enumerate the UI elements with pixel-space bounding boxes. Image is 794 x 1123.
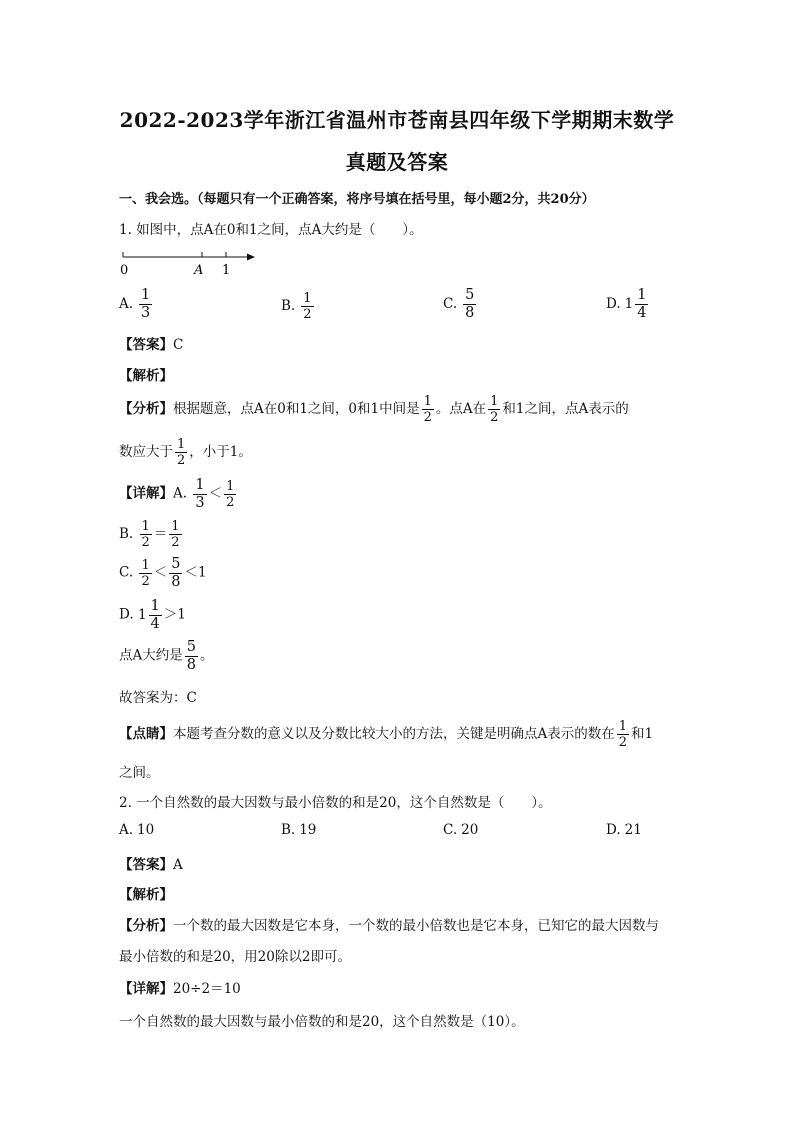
q1-option-b: B. $\frac{1}{2}$: [281, 291, 312, 322]
number-line-arrow: [247, 254, 255, 261]
q1-conclusion: 点A大约是 $\frac{5}{8}$ 。: [119, 639, 214, 673]
option-letter: A.: [119, 295, 134, 312]
q2-option-d: D. 21: [606, 822, 642, 838]
question-2-text: 2. 一个自然数的最大因数与最小倍数的和是20，这个自然数是（ ）。: [119, 795, 552, 811]
q2-answer: 【答案】A: [119, 857, 183, 873]
label-0: 0: [120, 263, 129, 278]
q2-option-c: C. 20: [443, 822, 479, 838]
q2-fenxi-line2: 最小倍数的和是20，用20除以2即可。: [119, 949, 351, 965]
q1-answer: 【答案】C: [119, 337, 184, 353]
number-line: [115, 244, 265, 280]
q1-detail-a: 【详解】A. $\frac{1}{3}$ ＜ $\frac{1}{2}$: [119, 477, 235, 511]
option-letter: B.: [281, 298, 296, 314]
section-heading: 一、我会选。（每题只有一个正确答案，将序号填在括号里，每小题2分，共20分）: [119, 192, 595, 207]
q1-fenxi-line1: 【分析】根据题意，点A在0和1之间，0和1中间是 $\frac{1}{2}$ 。点A在 $\frac{1}{2}$ 和1之间，点A表示的: [119, 394, 629, 425]
q1-dianjing-line1: 【点睛】本题考查分数的意义以及分数比较大小的方法，关键是明确点A表示的数在 $\frac{1}{2}$ 和1: [119, 719, 654, 750]
page-title-line2: 真题及答案: [345, 150, 449, 174]
question-1-text: 1. 如图中，点A在0和1之间，点A大约是（ ）。: [119, 222, 423, 238]
q2-option-a: A. 10: [119, 822, 155, 838]
label-1: 1: [222, 263, 231, 278]
q2-analysis-label: 【解析】: [119, 887, 173, 903]
q2-final: 一个自然数的最大因数与最小倍数的和是20，这个自然数是（10）。: [119, 1014, 525, 1030]
q1-detail-c: C. $\frac{1}{2}$ ＜ $\frac{5}{8}$ ＜1: [119, 556, 207, 590]
q1-dianjing-line2: 之间。: [119, 765, 160, 781]
q2-option-b: B. 19: [281, 822, 317, 838]
q2-fenxi-line1: 【分析】一个数的最大因数是它本身，一个数的最小倍数也是它本身，已知它的最大因数与: [119, 918, 659, 934]
q1-option-c: C. $\frac{5}{8}$: [443, 287, 475, 321]
page-title-line1: 2022-2023学年浙江省温州市苍南县四年级下学期期末数学: [119, 108, 675, 132]
option-letter: D.: [606, 295, 621, 312]
q1-analysis-label: 【解析】: [119, 368, 173, 384]
q1-fenxi-line2: 数应大于 $\frac{1}{2}$ ，小于1。: [119, 437, 252, 468]
q1-detail-b: B. $\frac{1}{2}$ ＝ $\frac{1}{2}$: [119, 519, 180, 550]
q1-option-a: A. $\frac{1}{3}$: [119, 287, 151, 321]
q1-final-answer: 故答案为：C: [119, 690, 197, 706]
q1-option-d: D. 1 $\frac{1}{4}$: [606, 287, 647, 321]
label-A: A: [194, 263, 204, 278]
q1-detail-d: D. 1 $\frac{1}{4}$ ＞1: [119, 598, 186, 632]
option-letter: C.: [443, 295, 458, 312]
q2-detail: 【详解】20÷2＝10: [119, 981, 241, 997]
